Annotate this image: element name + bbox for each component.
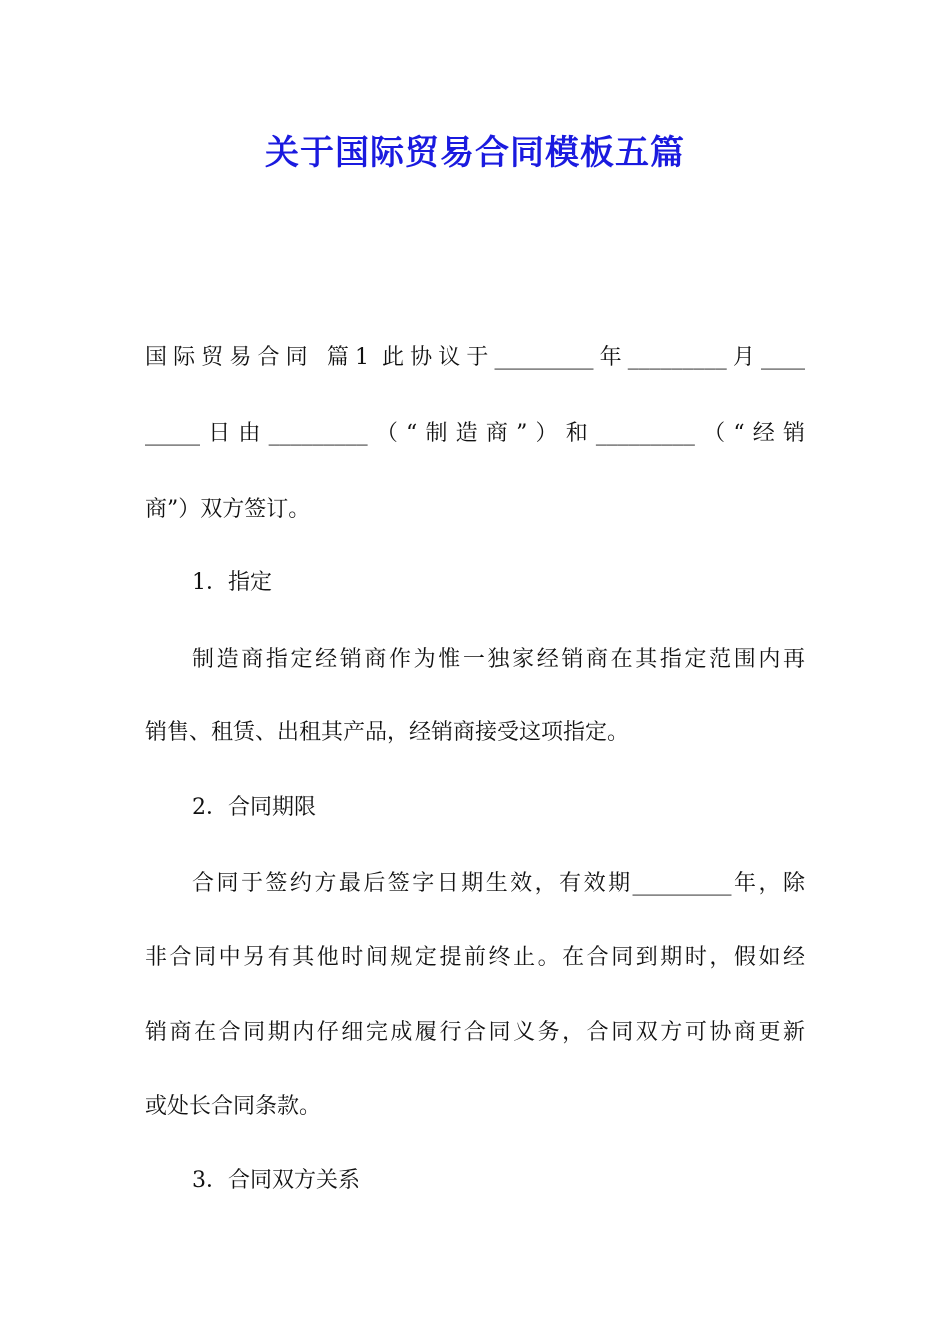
section-heading-relationship: 3．合同双方关系: [192, 1168, 360, 1193]
document-title: 关于国际贸易合同模板五篇: [265, 133, 685, 173]
paragraph-line: 国际贸易合同 篇1 此协议于_________年_________月____: [145, 345, 805, 370]
paragraph-line: 或处长合同条款。: [145, 1094, 322, 1119]
section-heading-term: 2．合同期限: [192, 795, 316, 820]
paragraph-line: _____日由_________（“制造商”）和_________（“经销: [145, 421, 805, 446]
paragraph-line: 销商在合同期内仔细完成履行合同义务，合同双方可协商更新: [145, 1020, 805, 1045]
paragraph-line: 合同于签约方最后签字日期生效，有效期_________年，除: [192, 871, 805, 896]
paragraph-line: 制造商指定经销商作为惟一独家经销商在其指定范围内再: [192, 647, 805, 672]
section-heading-designation: 1．指定: [192, 570, 272, 595]
paragraph-line: 非合同中另有其他时间规定提前终止。在合同到期时，假如经: [145, 945, 805, 970]
paragraph-line: 商”）双方签订。: [145, 497, 311, 522]
paragraph-line: 销售、租赁、出租其产品，经销商接受这项指定。: [145, 720, 630, 745]
